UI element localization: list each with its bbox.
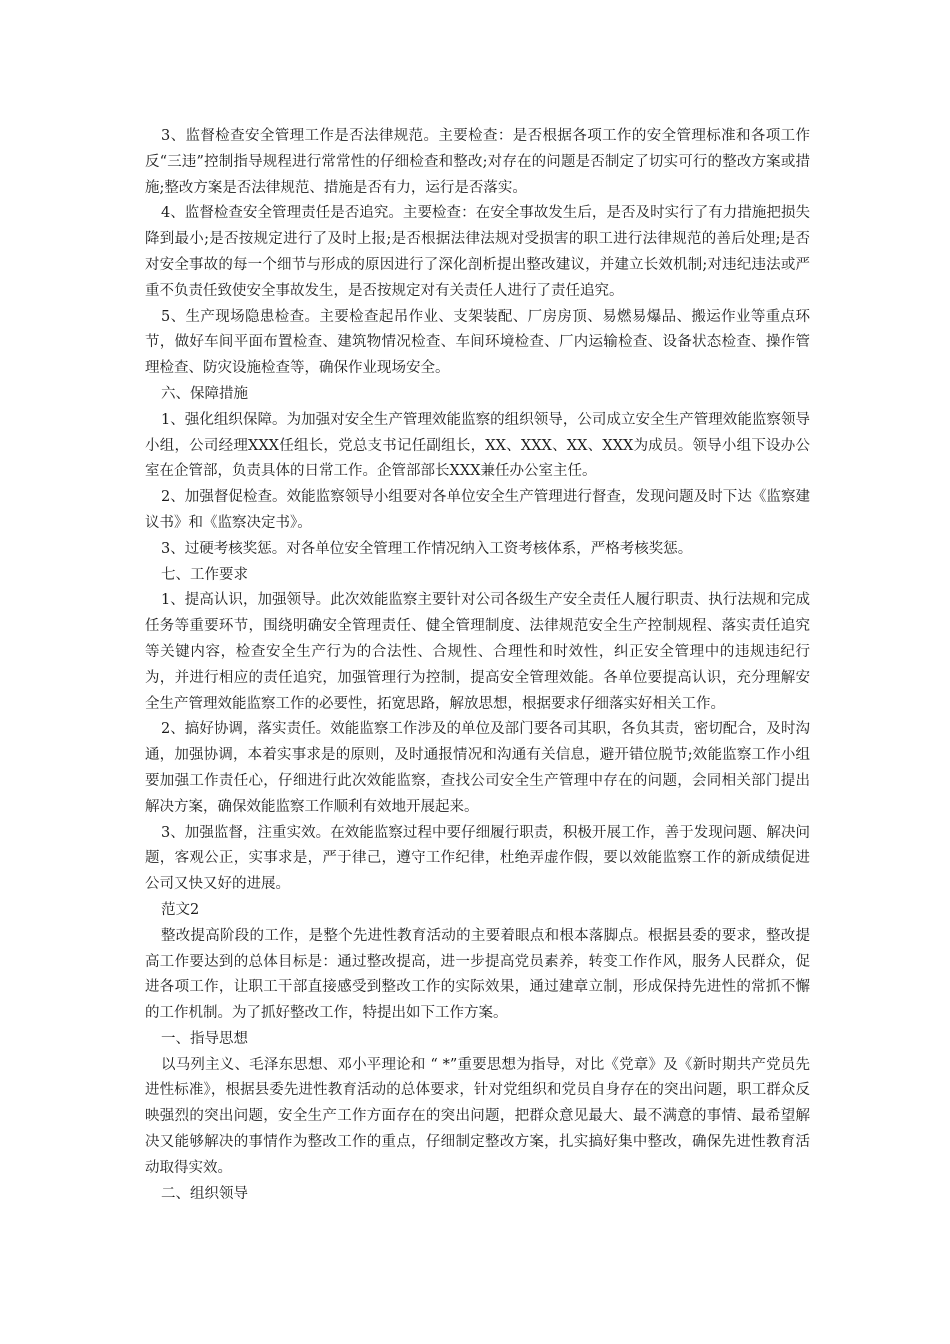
paragraph-guiding-ideology: 以马列主义、毛泽东思想、邓小平理论和 “ *”重要思想为指导，对比《党章》及《新时期共产党员先进性标准》，根据县委先进性教育活动的总体要求，针对党组织和党员自身存在的突出问题，职工群众反映强烈的突出问题，安全生产工作方面存在的突出问题，把群众意见最大、最不满意的事情、最希望解决又能够解决的事情作为整改工作的重点，仔细制定整改方案，扎实搞好集中整改，确保先进性教育活动取得实效。 <box>145 1056 810 1176</box>
paragraph-section7-item1: 1、提高认识，加强领导。此次效能监察主要针对公司各级生产安全责任人履行职责、执行法规和完成任务等重要环节，围绕明确安全管理责任、健全管理制度、法律规范安全生产控制规程、落实责任追究等关键内容，检查安全生产行为的合法性、合规性、合理性和时效性，纠正安全管理中的违规违纪行为，并进行相应的责任追究，加强管理行为控制，提高安全管理效能。各单位要提高认识，充分理解安全生产管理效能监察工作的必要性，拓宽思路，解放思想，根据要求仔细落实好相关工作。 <box>145 592 810 712</box>
paragraph-section5-item4: 4、监督检查安全管理责任是否追究。主要检查：在安全事故发生后，是否及时实行了有力措施把损失降到最小;是否按规定进行了及时上报;是否根据法律法规对受损害的职工进行法律规范的善后处理;是否对安全事故的每一个细节与形成的原因进行了深化剖析提出整改建议，并建立长效机制;对违纪违法或严重不负责任致使安全事故发生，是否按规定对有关责任人进行了责任追究。 <box>145 205 810 299</box>
paragraph-section7-item2: 2、搞好协调，落实责任。效能监察工作涉及的单位及部门要各司其职，各负其责，密切配合，及时沟通，加强协调，本着实事求是的原则，及时通报情况和沟通有关信息，避开错位脱节;效能监察工作小组要加强工作责任心，仔细进行此次效能监察，查找公司安全生产管理中存在的问题，会同相关部门提出解决方案，确保效能监察工作顺利有效地开展起来。 <box>145 721 810 815</box>
heading-organization-leadership: 二、组织领导 <box>161 1185 248 1202</box>
paragraph-section6-item2: 2、加强督促检查。效能监察领导小组要对各单位安全生产管理进行督查，发现问题及时下达《监察建议书》和《监察决定书》。 <box>145 489 810 531</box>
paragraph-section5-item5: 5、生产现场隐患检查。主要检查起吊作业、支架装配、厂房房顶、易燃易爆品、搬运作业等重点环节，做好车间平面布置检查、建筑物情况检查、车间环境检查、厂内运输检查、设备状态检查、操作管理检查、防灾设施检查等，确保作业现场安全。 <box>145 308 810 377</box>
paragraph-section6-item1: 1、强化组织保障。为加强对安全生产管理效能监察的组织领导，公司成立安全生产管理效能监察领导小组，公司经理XXX任组长，党总支书记任副组长，XX、XXX、XX、XXX为成员。领导小组下设办公室在企管部，负责具体的日常工作。企管部部长XXX兼任办公室主任。 <box>145 411 810 480</box>
paragraph-sample2-intro: 整改提高阶段的工作，是整个先进性教育活动的主要着眼点和根本落脚点。根据县委的要求，整改提高工作要达到的总体目标是：通过整改提高，进一步提高党员素养，转变工作作风，服务人民群众，促进各项工作，让职工干部直接感受到整改工作的实际效果，通过建章立制，形成保持先进性的常抓不懈的工作机制。为了抓好整改工作，特提出如下工作方案。 <box>145 927 810 1022</box>
heading-section6: 六、保障措施 <box>161 385 248 402</box>
paragraph-section6-item3: 3、过硬考核奖惩。对各单位安全管理工作情况纳入工资考核体系，严格考核奖惩。 <box>161 540 693 557</box>
heading-guiding-ideology: 一、指导思想 <box>161 1030 248 1047</box>
heading-section7: 七、工作要求 <box>161 566 248 583</box>
heading-sample2: 范文2 <box>161 901 200 918</box>
paragraph-section7-item3: 3、加强监督，注重实效。在效能监察过程中要仔细履行职责，积极开展工作，善于发现问题、解决问题，客观公正，实事求是，严于律己，遵守工作纪律，杜绝弄虚作假，要以效能监察工作的新成绩促进公司又快又好的进展。 <box>145 824 810 893</box>
paragraph-section5-item3: 3、监督检查安全管理工作是否法律规范。主要检查：是否根据各项工作的安全管理标准和各项工作反“三违”控制指导规程进行常常性的仔细检查和整改;对存在的问题是否制定了切实可行的整改方案或措施;整改方案是否法律规范、措施是否有力，运行是否落实。 <box>145 128 810 196</box>
document-body <box>145 124 810 1207</box>
